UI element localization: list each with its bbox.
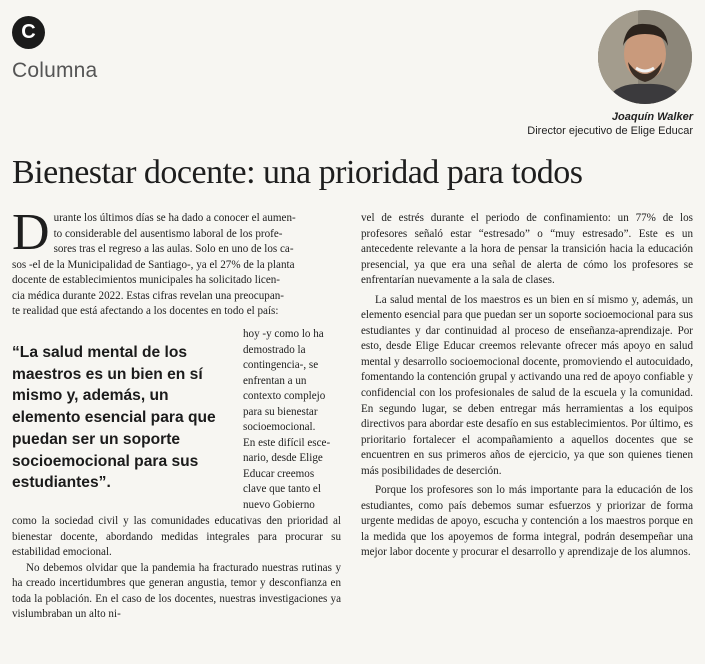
- headline: Bienestar docente: una prioridad para todos: [12, 154, 583, 191]
- author-name: Joaquín Walker: [611, 111, 693, 123]
- intro-line: docente de establecimientos municipales ha solicitado licen-: [12, 274, 281, 287]
- narrow-line: enfrentan a un: [243, 374, 307, 387]
- narrow-line: nuevo Gobierno: [243, 499, 315, 512]
- narrow-line: contingencia-, se: [243, 359, 319, 372]
- intro-paragraph: [12, 204, 341, 320]
- column-left-bottom: [12, 514, 341, 623]
- author-portrait-icon: [598, 10, 692, 104]
- narrow-line: demostrado la: [243, 343, 306, 356]
- narrow-line: socioemocional.: [243, 421, 316, 434]
- column-left-top: [12, 204, 341, 320]
- narrow-line: clave que tanto el: [243, 483, 321, 496]
- paragraph: La salud mental de los maestros es un bien en sí mismo y, además, un elemento esencial para que puedan ser un soporte socioemocional para sus estudiantes y dar continuidad al proceso de enseñanza-aprendizaje. Por esto, desde Elige Educar creemos relevante ofrecer más apoyo en salud mental y desarrollo socioemocional docente, promoviendo el autocuidado, fomentando la contención grupal y activando una red de apoyo confiable y confidencial con los profesionales de salud de la escuela y la comunidad. En segundo lugar, se deben entregar más herramientas a los equipos directivos para abordar este desafío en sus establecimientos. Por último, es prioritario fortalecer el acompañamiento a aquellos docentes que se encuentren en sus primeros años de ejercicio, ya que son quienes tienen más posibilidades de deserción.: [361, 293, 693, 477]
- drop-cap: D: [12, 204, 50, 261]
- paragraph: como la sociedad civil y las comunidades educativas den prioridad al bienestar docente, abordando medidas integrales para procurar su estabilidad emocional.: [12, 515, 341, 559]
- paragraph: vel de estrés durante el periodo de confinamiento: un 77% de los profesores señaló estar “estresado” o “muy estresado”. Este es un antecedente relevante a la hora de pensar la transición hacia la educación presencial, ya que era una señal de alerta de cómo los profesores se enfrentarían nuevamente a la sala de clases.: [361, 212, 693, 287]
- narrow-line: para su bienestar: [243, 405, 318, 418]
- narrow-line: hoy -y como lo ha: [243, 328, 324, 340]
- author-photo: [598, 10, 692, 104]
- paragraph: No debemos olvidar que la pandemia ha fracturado nuestras rutinas y ha creado incertidumbres que generan angustia, temor y desconfianza en toda la población. En el caso de los docentes, nuestras investigaciones ya vislumbraban un alto ni-: [12, 561, 341, 621]
- section-label: Columna: [12, 59, 98, 82]
- intro-line: urante los últimos días se ha dado a conocer el aumen-: [53, 212, 296, 224]
- column-right: [361, 211, 693, 561]
- narrow-line: contexto complejo: [243, 390, 326, 403]
- narrow-line: En este difícil esce-: [243, 436, 331, 449]
- pull-quote: “La salud mental de los maestros es un bien en sí mismo y, además, un elemento esencial para que puedan ser un soporte socioemocional para sus estudiantes”.: [12, 344, 216, 492]
- intro-line: to considerable del ausentismo laboral de los profe-: [53, 227, 283, 240]
- intro-line: sores tras el regreso a las aulas. Solo en uno de los ca-: [53, 243, 294, 256]
- column-badge: C: [12, 16, 45, 49]
- narrow-line: Educar creemos: [243, 467, 315, 480]
- intro-line: sos -el de la Municipalidad de Santiago-, ya el 27% de la planta: [12, 258, 295, 271]
- narrow-line: nario, desde Elige: [243, 452, 323, 465]
- author-role: Director ejecutivo de Elige Educar: [527, 125, 693, 137]
- intro-line: cia médica durante 2022. Estas cifras revelan una preocupan-: [12, 289, 284, 302]
- intro-line: te realidad que está afectando a los docentes en todo el país:: [12, 305, 279, 318]
- column-narrow: [243, 327, 341, 514]
- paragraph: Porque los profesores son lo más importante para la educación de los estudiantes, como país debemos sumar esfuerzos y priorizar de forma urgente medidas de apoyo, escucha y contención a los maestros porque en la medida que los apoyemos de forma integral, podrán desempeñar una mejor labor docente y procurar el desarrollo y aprendizaje de los alumnos.: [361, 484, 693, 559]
